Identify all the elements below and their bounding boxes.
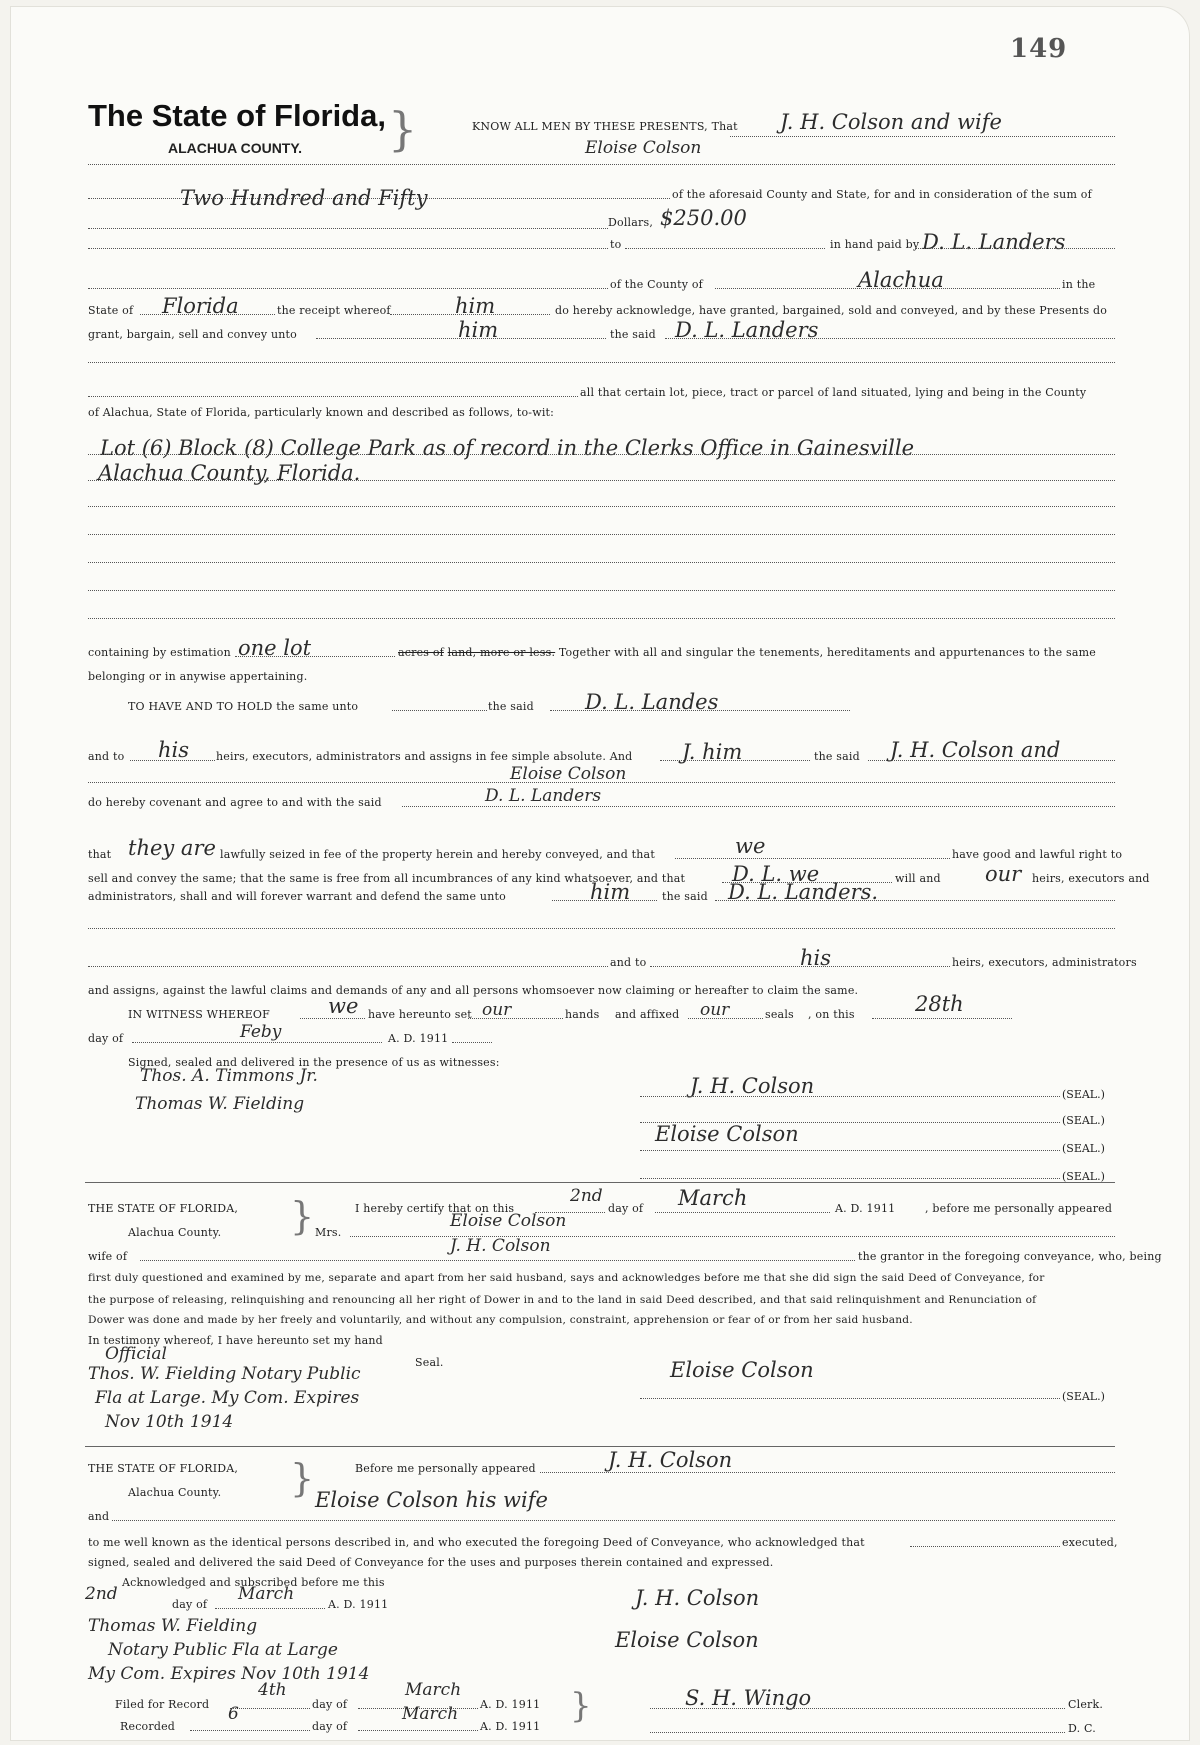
will-and: will and: [895, 872, 941, 885]
lawfully-text: lawfully seized in fee of the property herein and hereby conveyed, and that: [220, 848, 655, 861]
signer-1: J. H. Colson: [690, 1074, 815, 1098]
recorded-day: 6: [228, 1704, 239, 1724]
page-number: 149: [1010, 34, 1068, 64]
notary-1-line-2: Fla at Large. My Com. Expires: [95, 1388, 360, 1408]
state-of-label: State of: [88, 304, 134, 317]
legal-description-2: Alachua County, Florida.: [98, 461, 361, 485]
wife-para-2: the purpose of releasing, relinquishing and renouncing all her right of Dower in and to the land in said Deed described, and that said relinquishment and Renunciation of: [88, 1294, 1037, 1306]
witness-month: Feby: [240, 1022, 282, 1042]
j-him: J. him: [682, 740, 743, 764]
notary-2-line-3: My Com. Expires Nov 10th 1914: [88, 1664, 370, 1684]
receipt-text: the receipt whereof: [277, 304, 391, 317]
dc-label: D. C.: [1068, 1722, 1096, 1735]
wife-ack-state: THE STATE OF FLORIDA,: [88, 1202, 239, 1215]
county-name: Alachua: [858, 268, 944, 292]
his-1: his: [158, 738, 190, 762]
filed-day: 4th: [258, 1680, 287, 1700]
wife-signature: Eloise Colson: [670, 1358, 814, 1382]
grantor-wife-2: Eloise Colson: [510, 764, 627, 784]
wife-ack-brace: }: [290, 1194, 315, 1238]
joint-person-2: Eloise Colson his wife: [315, 1488, 548, 1512]
seal-2: (SEAL.): [1062, 1114, 1105, 1127]
deed-page: [10, 6, 1190, 1741]
year-suffix-4: 1: [533, 1698, 541, 1711]
belonging-text: belonging or in anywise appertaining.: [88, 670, 308, 683]
year-suffix-3: 1: [381, 1598, 389, 1611]
seal-1: (SEAL.): [1062, 1088, 1105, 1101]
filed-label: Filed for Record: [115, 1698, 210, 1711]
county-header: ALACHUA COUNTY.: [168, 140, 303, 156]
grantor-wife-name: Eloise Colson: [585, 138, 702, 158]
wife-para-3: Dower was done and made by her freely and voluntarily, and without any compulsion, constraint, apprehension or fear of or from her said husband.: [88, 1314, 913, 1326]
that-label: that: [88, 848, 112, 861]
heirs-text-1: heirs, executors, administrators and assigns in fee simple absolute. And: [216, 750, 633, 763]
mrs-name: Eloise Colson: [450, 1211, 567, 1231]
filed-month: March: [405, 1680, 462, 1700]
grantee-name-4: D. L. Landers.: [728, 880, 879, 904]
joint-ack-month: March: [238, 1584, 295, 1604]
witness-2: Thomas W. Fielding: [135, 1094, 305, 1114]
joint-ack-brace: }: [290, 1456, 315, 1500]
seal-5: (SEAL.): [1062, 1390, 1105, 1403]
joint-person-1: J. H. Colson: [608, 1448, 733, 1472]
year-suffix-5: 1: [533, 1720, 541, 1733]
seals: seals: [765, 1008, 794, 1021]
they-are: they are: [128, 836, 216, 860]
of-county-text: of the County of: [610, 278, 703, 291]
grant-text: grant, bargain, sell and convey unto: [88, 328, 297, 341]
wife-ack-county: Alachua County.: [128, 1226, 222, 1239]
signed-text: signed, sealed and delivered the said Deed of Conveyance for the uses and purposes therein contained and expressed.: [88, 1556, 774, 1569]
to-label: to: [610, 238, 622, 251]
recorded-month: March: [402, 1704, 459, 1724]
do-hereby-text: do hereby acknowledge, have granted, bargained, sold and conveyed, and by these Presents do: [555, 304, 1108, 317]
before-me-text: , before me personally appeared: [925, 1202, 1113, 1215]
ad-1: A. D. 191: [388, 1032, 442, 1045]
ad-2: A. D. 191: [835, 1202, 889, 1215]
grantor-text: the grantor in the foregoing conveyance, who, being: [858, 1250, 1162, 1263]
day-of-5: day of: [312, 1720, 348, 1733]
ack-sub-text: Acknowledged and subscribed before me this: [122, 1576, 385, 1589]
document-title: The State of Florida,: [88, 98, 386, 133]
heirs-exec-1: heirs, executors and: [1032, 872, 1150, 885]
before-me-appeared: Before me personally appeared: [355, 1462, 536, 1475]
wife-ack-month: March: [678, 1186, 748, 1210]
we-1: we: [735, 834, 766, 858]
sell-convey-text: sell and convey the same; that the same is free from all incumbrances of any kind whatsoever, and that: [88, 872, 686, 885]
his-2: his: [800, 946, 832, 970]
all-that-text: all that certain lot, piece, tract or parcel of land situated, lying and being in the County: [580, 386, 1087, 399]
aforesaid-text: of the aforesaid County and State, for and in consideration of the sum of: [672, 188, 1092, 201]
legal-description-1: Lot (6) Block (8) College Park as of record in the Clerks Office in Gainesville: [100, 436, 915, 460]
signed-sealed-text: Signed, sealed and delivered in the presence of us as witnesses:: [128, 1056, 500, 1069]
notary-2-line-2: Notary Public Fla at Large: [108, 1640, 338, 1660]
joint-sign-2: Eloise Colson: [615, 1628, 759, 1652]
wife-para-1: first duly questioned and examined by me, separate and apart from her said husband, says and acknowledges before me that she did sign the said Deed of Conveyance, for: [88, 1272, 1045, 1284]
on-this: , on this: [808, 1008, 855, 1021]
and-to-2: and to: [610, 956, 647, 969]
administrators-text: administrators, shall and will forever warrant and defend the same unto: [88, 890, 506, 903]
in-witness-text: IN WITNESS WHEREOF: [128, 1008, 270, 1021]
clerk-label: Clerk.: [1068, 1698, 1104, 1711]
amount-figure: $250.00: [660, 206, 747, 230]
state-name: Florida: [162, 294, 239, 318]
day-of-2: day of: [608, 1202, 644, 1215]
testimony-text: In testimony whereof, I have hereunto set my hand: [88, 1334, 383, 1347]
have-good-text: have good and lawful right to: [952, 848, 1123, 861]
seal-word: Seal.: [415, 1356, 444, 1369]
know-all-text: KNOW ALL MEN BY THESE PRESENTS, That: [472, 120, 738, 133]
header-brace: }: [388, 102, 418, 156]
grantee-name-1: D. L. Landers: [675, 318, 819, 342]
ad-5: A. D. 191: [480, 1720, 534, 1733]
witness-1: Thos. A. Timmons Jr.: [140, 1066, 318, 1086]
mrs-label: Mrs.: [315, 1226, 342, 1239]
dl-we: D. L. we: [732, 862, 820, 886]
certify-text: I hereby certify that on this: [355, 1202, 515, 1215]
land-more-or-less: land, more or less.: [447, 646, 556, 659]
day-of-1: day of: [88, 1032, 124, 1045]
notary-1-line-3: Nov 10th 1914: [105, 1412, 234, 1432]
joint-ack-county: Alachua County.: [128, 1486, 222, 1499]
well-known-text: to me well known as the identical persons described in, and who executed the foregoing Deed of Conveyance, who acknowledged that: [88, 1536, 865, 1549]
together-text: Together with all and singular the tenements, hereditaments and appurtenances to the same: [558, 646, 1096, 659]
the-said-2: the said: [488, 700, 534, 713]
joint-ack-state: THE STATE OF FLORIDA,: [88, 1462, 239, 1475]
seal-4: (SEAL.): [1062, 1170, 1105, 1183]
grantor-name-2: J. H. Colson and: [890, 738, 1061, 762]
we-2: we: [328, 994, 359, 1018]
dollars-label: Dollars,: [608, 216, 654, 229]
clerk-signature: S. H. Wingo: [685, 1686, 812, 1710]
containing-label: containing by estimation: [88, 646, 231, 659]
hands: hands: [565, 1008, 600, 1021]
covenant-text: do hereby covenant and agree to and with the said: [88, 796, 382, 809]
and-assigns-text: and assigns, against the lawful claims and demands of any and all persons whomsoever now claiming or hereafter to claim the same.: [88, 984, 859, 997]
and-label: and: [88, 1510, 110, 1523]
the-said-4: the said: [662, 890, 708, 903]
our-1: our: [985, 862, 1022, 886]
acres-of: acres of: [398, 646, 444, 659]
in-the-text: in the: [1062, 278, 1096, 291]
day-of-4: day of: [312, 1698, 348, 1711]
him-2: him: [590, 880, 631, 904]
executed-label: executed,: [1062, 1536, 1118, 1549]
grantee-name-2: D. L. Landes: [585, 690, 719, 714]
notary-1-line-1: Thos. W. Fielding Notary Public: [88, 1364, 361, 1384]
containing-amount: one lot: [238, 636, 312, 660]
joint-ack-day: 2nd: [85, 1584, 118, 1604]
payer-name: D. L. Landers: [922, 230, 1066, 254]
to-have-text: TO HAVE AND TO HOLD the same unto: [128, 700, 359, 713]
the-said-3: the said: [814, 750, 860, 763]
ad-3: A. D. 191: [328, 1598, 382, 1611]
heirs-exec-2: heirs, executors, administrators: [952, 956, 1137, 969]
year-suffix-2: 1: [888, 1202, 896, 1215]
wife-of-label: wife of: [88, 1250, 128, 1263]
recording-brace: }: [570, 1686, 592, 1726]
official-word: Official: [105, 1344, 167, 1364]
joint-sign-1: J. H. Colson: [635, 1586, 760, 1610]
our-2: our: [482, 1000, 512, 1020]
grantee-name-3: D. L. Landers: [485, 786, 602, 806]
recorded-label: Recorded: [120, 1720, 176, 1733]
have-hereunto: have hereunto set: [368, 1008, 472, 1021]
witness-day: 28th: [915, 992, 964, 1016]
of-alachua-text: of Alachua, State of Florida, particularly known and described as follows, to-wit:: [88, 406, 555, 419]
notary-2-line-1: Thomas W. Fielding: [88, 1616, 258, 1636]
grantee-pronoun-1: him: [455, 294, 496, 318]
wife-ack-day: 2nd: [570, 1186, 603, 1206]
signer-2: Eloise Colson: [655, 1122, 799, 1146]
day-of-3: day of: [172, 1598, 208, 1611]
amount-words: Two Hundred and Fifty: [180, 186, 428, 210]
husband-name: J. H. Colson: [450, 1236, 551, 1256]
grant-pronoun: him: [458, 318, 499, 342]
ad-4: A. D. 191: [480, 1698, 534, 1711]
our-3: our: [700, 1000, 730, 1020]
in-hand-paid: in hand paid by: [830, 238, 920, 251]
the-said-1: the said: [610, 328, 656, 341]
grantor-name: J. H. Colson and wife: [780, 110, 1002, 134]
year-suffix-1: 1: [441, 1032, 449, 1045]
and-to-1: and to: [88, 750, 125, 763]
seal-3: (SEAL.): [1062, 1142, 1105, 1155]
affixed: and affixed: [615, 1008, 680, 1021]
